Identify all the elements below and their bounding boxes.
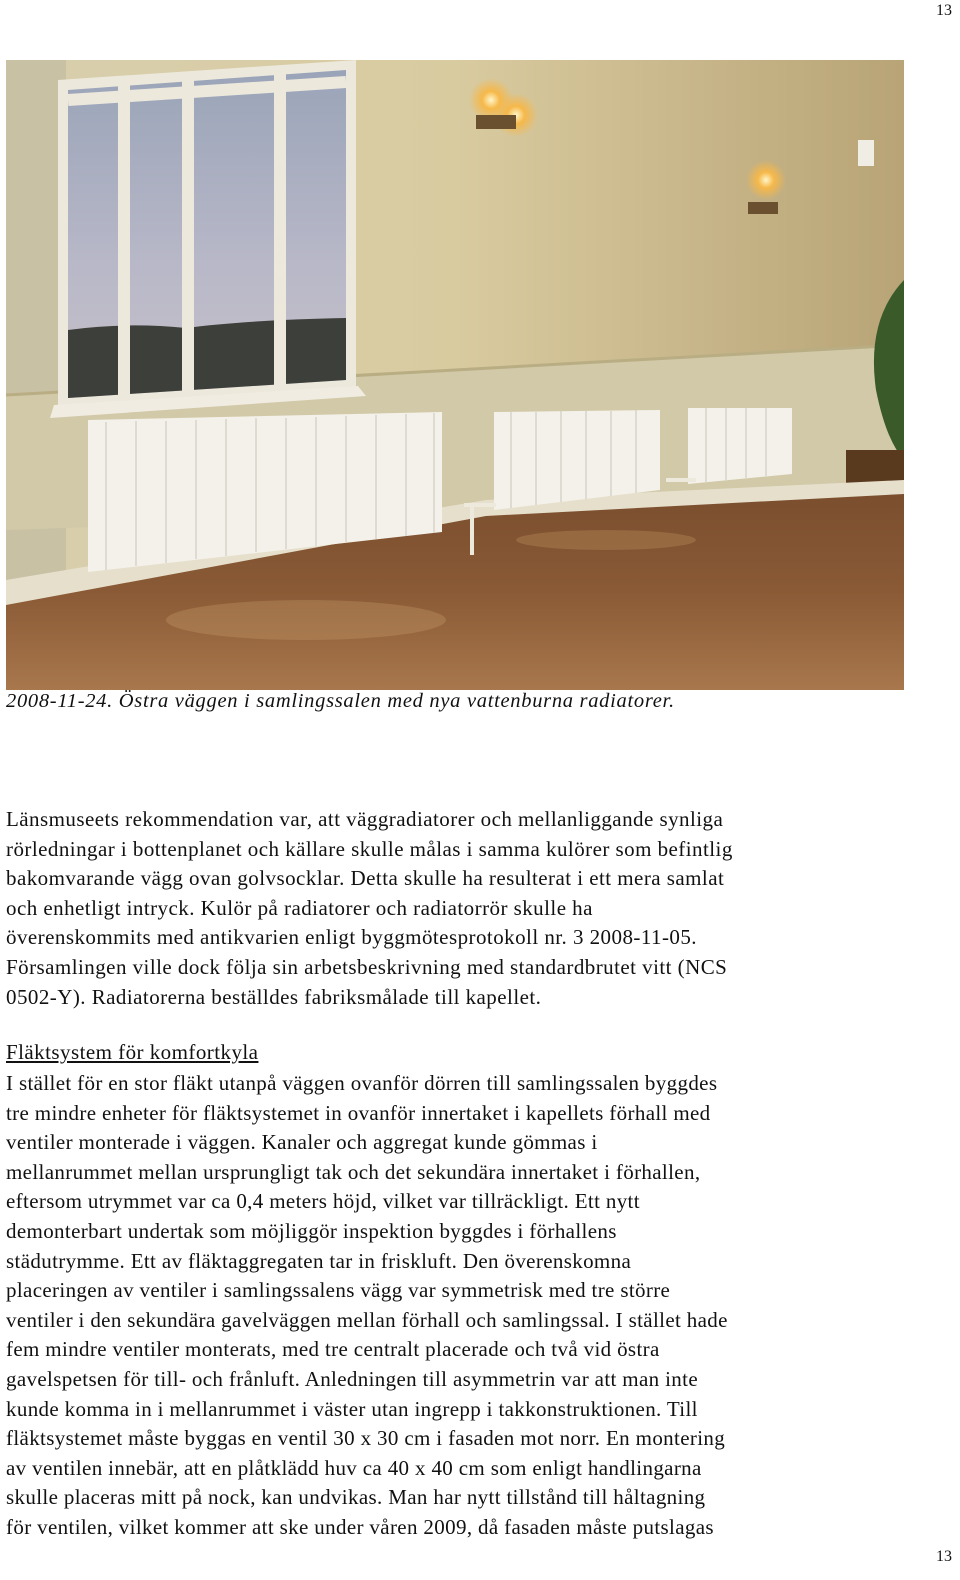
text-line: ventiler monterade i väggen. Kanaler och aggregat kunde gömmas i bbox=[6, 1130, 598, 1155]
text-line: kunde komma in i mellanrummet i väster utan ingrepp i takkonstruktionen. Till bbox=[6, 1396, 698, 1421]
text-line: tre mindre enheter för fläktsystemet in ovanför innertaket i kapellets förhall med bbox=[6, 1100, 711, 1125]
text-line: fläktsystemet måste byggas en ventil 30 x 30 cm i fasaden mot norr. En montering bbox=[6, 1426, 726, 1451]
text-line: gavelspetsen för till- och frånluft. Anledningen till asymmetrin var att man inte bbox=[6, 1366, 699, 1391]
text-line: skulle placeras mitt på nock, kan undvikas. Man har nytt tillstånd till håltagning bbox=[6, 1485, 706, 1510]
text-line: för ventilen, vilket kommer att ske under våren 2009, då fasaden måste putslagas bbox=[6, 1514, 714, 1539]
text-line: fem mindre ventiler monterats, med tre centralt placerade och två vid östra bbox=[6, 1337, 660, 1362]
text-line: och enhetligt intryck. Kulör på radiatorer och radiatorrör skulle ha bbox=[6, 895, 593, 920]
paragraph-recommendation bbox=[6, 805, 951, 1012]
text-line: mellanrummet mellan ursprungligt tak och det sekundära innertaket i förhallen, bbox=[6, 1159, 701, 1184]
text-line: överenskommits med antikvarien enligt byggmötesprotokoll nr. 3 2008-11-05. bbox=[6, 925, 698, 950]
text-line: demonterbart undertak som möjliggör inspektion byggdes i förhallens bbox=[6, 1218, 617, 1243]
text-line: ventiler i den sekundära gavelväggen mellan förhall och samlingssal. I stället hade bbox=[6, 1307, 728, 1332]
text-line: eftersom utrymmet var ca 0,4 meters höjd, vilket var tillräckligt. Ett nytt bbox=[6, 1189, 640, 1214]
text-line: 0502-Y). Radiatorerna beställdes fabriksmålade till kapellet. bbox=[6, 984, 542, 1009]
text-line: städutrymme. Ett av fläktaggregaten tar in friskluft. Den överenskomna bbox=[6, 1248, 632, 1273]
paragraph-ventilation bbox=[6, 1069, 951, 1543]
text-line: Länsmuseets rekommendation var, att väggradiatorer och mellanliggande synliga bbox=[6, 807, 724, 831]
text-line: Församlingen ville dock följa sin arbetsbeskrivning med standardbrutet vitt (NCS bbox=[6, 954, 728, 979]
page-number-top: 13 bbox=[936, 2, 952, 19]
text-line: rörledningar i bottenplanet och källare skulle målas i samma kulörer som befintlig bbox=[6, 836, 733, 861]
photo-caption: 2008-11-24. Östra väggen i samlingssalen med nya vattenburna radiatorer. bbox=[6, 690, 675, 712]
text-line: bakomvarande vägg ovan golvsocklar. Detta skulle ha resulterat i ett mera samlat bbox=[6, 866, 725, 891]
text-line: av ventilen innebär, att en plåtklädd huv ca 40 x 40 cm som enligt handlingarna bbox=[6, 1455, 702, 1480]
radiators-photo bbox=[6, 60, 904, 690]
text-line: placeringen av ventiler i samlingssalens vägg var symmetrisk med tre större bbox=[6, 1278, 671, 1303]
page-number-bottom: 13 bbox=[936, 1548, 952, 1565]
section-heading: Fläktsystem för komfortkyla bbox=[6, 1040, 259, 1064]
text-line: I stället för en stor fläkt utanpå väggen ovanför dörren till samlingssalen byggdes bbox=[6, 1071, 718, 1095]
